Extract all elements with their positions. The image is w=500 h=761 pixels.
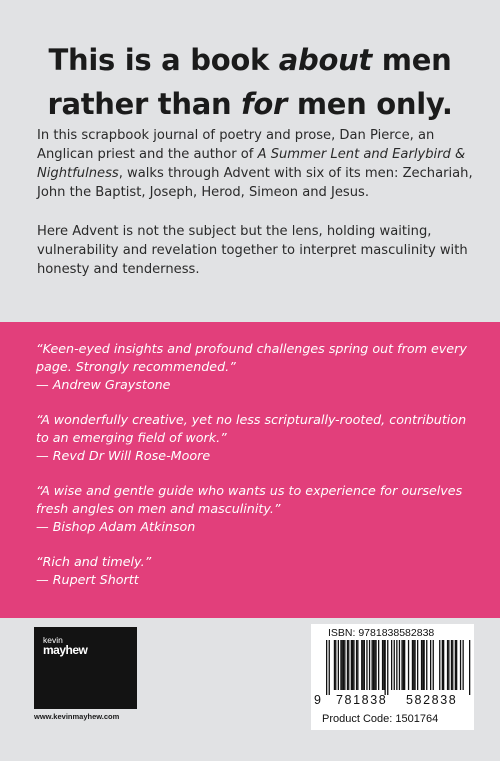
- barcode-bar: [353, 640, 354, 690]
- barcode-bar: [463, 640, 464, 690]
- headline-line-1: This is a book about men: [48, 43, 452, 77]
- barcode-bar: [326, 640, 327, 695]
- barcode-bar: [442, 640, 443, 690]
- barcode-bar: [412, 640, 413, 690]
- barcode-digit-group-2: 582838: [406, 693, 458, 707]
- endorsement-4: “Rich and timely.” — Rupert Shortt: [36, 554, 152, 587]
- publisher-logo: [34, 627, 137, 709]
- barcode-bar: [401, 640, 402, 690]
- endorsement-1: “Keen-eyed insights and profound challenges spring out from every page. Strongly recommended.” — Andrew Graystone: [36, 341, 467, 392]
- barcode-bar: [338, 640, 339, 690]
- blurb-paragraph-1: In this scrapbook journal of poetry and prose, Dan Pierce, an Anglican priest and the author of A Summer Lent and Earlybird & Nightfulness, walks through Advent with six of its men: Zechariah, John the Baptist, Joseph, Herod, Simeon and Jesus.: [37, 128, 473, 200]
- barcode-bar: [426, 640, 427, 690]
- barcode-bar: [375, 640, 376, 690]
- barcode-bar: [421, 640, 422, 690]
- barcode-bar: [351, 640, 352, 690]
- barcode-bar: [374, 640, 375, 690]
- barcode-bar: [329, 640, 330, 695]
- publisher-website: www.kevinmayhew.com: [34, 712, 120, 721]
- product-code: Product Code: 1501764: [322, 713, 439, 725]
- barcode-bar: [383, 640, 384, 690]
- barcode-bar: [414, 640, 415, 690]
- barcode-bar: [356, 640, 357, 690]
- barcode-bar: [387, 640, 388, 695]
- barcode-bar: [361, 640, 362, 690]
- endorsement-2: “A wonderfully creative, yet no less scripturally-rooted, contribution to an emerging field of work.” — Revd Dr Will Rose-Moore: [36, 412, 467, 463]
- barcode-bar: [403, 640, 404, 690]
- barcode-bar: [344, 640, 345, 690]
- barcode-bar: [456, 640, 457, 690]
- barcode-bar: [455, 640, 456, 690]
- barcode-bar: [364, 640, 365, 690]
- barcode-bar: [396, 640, 397, 690]
- barcode-bar: [408, 640, 409, 690]
- barcode-bar: [343, 640, 344, 690]
- barcode-bar: [366, 640, 367, 690]
- barcode-bars: [315, 640, 471, 696]
- barcode-bar: [373, 640, 374, 690]
- barcode-bar: [347, 640, 348, 690]
- barcode-bar: [422, 640, 423, 690]
- barcode-bar: [447, 640, 448, 690]
- barcode-bar: [385, 640, 386, 695]
- headline: [0, 38, 500, 126]
- barcode-bar: [352, 640, 353, 690]
- barcode-bar: [342, 640, 343, 690]
- publisher-logo-line-1: kevin: [43, 635, 63, 645]
- barcode-bar: [399, 640, 400, 690]
- barcode-bar: [452, 640, 453, 690]
- barcode-bar: [404, 640, 405, 690]
- endorsement-3: “A wise and gentle guide who wants us to experience for ourselves fresh angles on men and masculinity.” — Bishop Adam Atkinson: [36, 483, 463, 534]
- barcode-bar: [469, 640, 470, 695]
- barcode-digit-group-1: 781838: [336, 693, 388, 707]
- headline-line-2: rather than for men only.: [47, 87, 453, 121]
- barcode-bar: [362, 640, 363, 690]
- barcode-bar: [391, 640, 392, 690]
- barcode-bar: [334, 640, 335, 690]
- barcode-bar: [451, 640, 452, 690]
- isbn-label: ISBN: 9781838582838: [328, 627, 435, 639]
- blurb-paragraph-2: Here Advent is not the subject but the lens, holding waiting, vulnerability and revelation together to interpret masculinity with honesty and tenderness.: [37, 224, 468, 277]
- barcode-bar: [424, 640, 425, 690]
- barcode-bar: [357, 640, 358, 690]
- barcode-bar: [433, 640, 434, 690]
- barcode-bar: [378, 640, 379, 690]
- barcode-bar: [335, 640, 336, 690]
- barcode-bar: [372, 640, 373, 690]
- barcode-bar: [382, 640, 383, 690]
- publisher-logo-line-2: mayhew: [43, 643, 88, 657]
- barcode-bar: [348, 640, 349, 690]
- barcode-bar: [413, 640, 414, 690]
- barcode-bar: [460, 640, 461, 690]
- blurb: [37, 126, 477, 299]
- barcode-bar: [417, 640, 418, 690]
- barcode-bar: [430, 640, 431, 690]
- barcode-digit-first: 9: [314, 693, 321, 707]
- barcode-bar: [394, 640, 395, 690]
- barcode-bar: [369, 640, 370, 690]
- barcode-bar: [443, 640, 444, 690]
- barcode-bar: [448, 640, 449, 690]
- barcode-bar: [340, 640, 341, 690]
- barcode-bar: [439, 640, 440, 690]
